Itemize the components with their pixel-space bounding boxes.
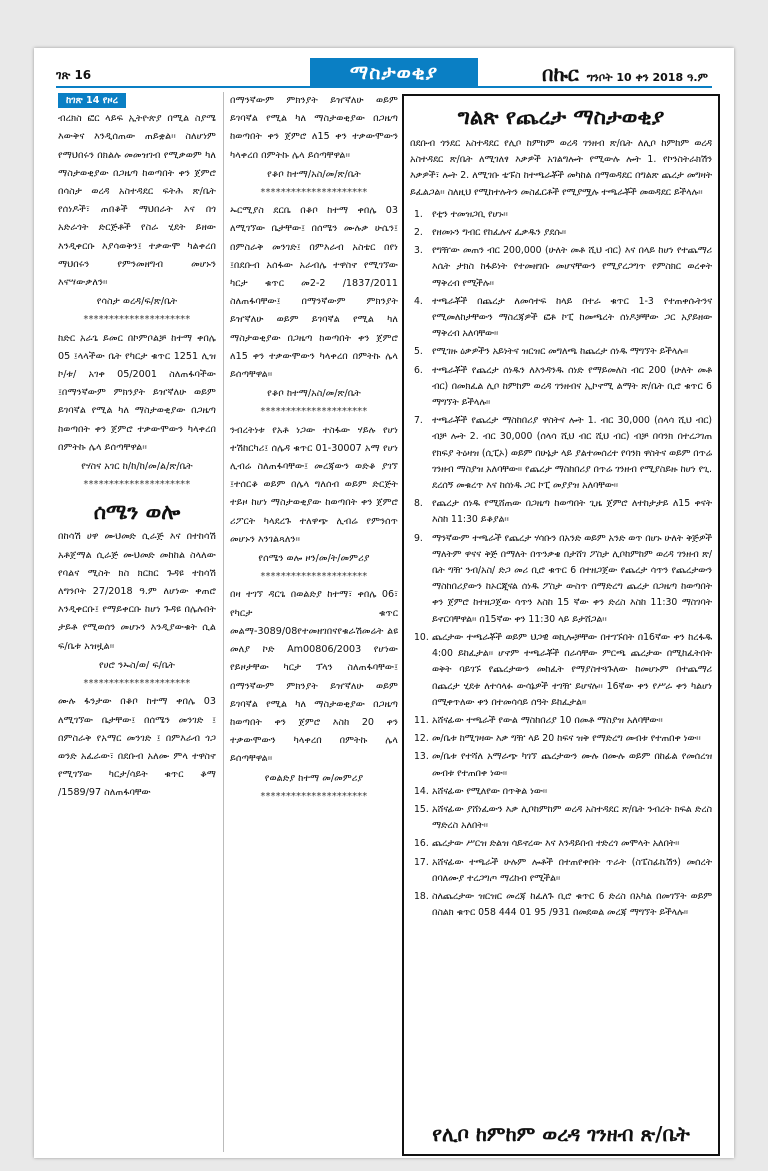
condition-number: 4.	[414, 295, 423, 307]
continued-badge: ከገጽ 14 የዞረ	[58, 93, 126, 108]
condition-number: 2.	[414, 227, 423, 239]
condition-number: 3.	[414, 245, 423, 257]
tender-condition-item	[410, 496, 712, 528]
condition-text: ስለጨረታው ዝርዝር መረጃ ከፈለጉ ቢሮ ቁጥር 6 ድረስ በአካል በመገኘት ወይም በስልክ ቁጥር 058 444 01 95 /931 በመደወል መረጃ ማግኘት ይችላሉ፡፡	[432, 890, 712, 919]
tender-advertisement	[402, 94, 720, 1156]
newspaper-page	[34, 48, 734, 1158]
condition-text: ጨረታው ሥርዝ ድልዝ ሳይኖረው እና እንዳይበብ ተድረጎ መሞላት አለበት፡፡	[432, 838, 680, 850]
condition-number: 17.	[414, 856, 429, 868]
condition-number: 8.	[414, 498, 423, 510]
notice-signature: የሃስና አገር ከ/ከ/ከ/መ/ል/ጽ/ቤት	[81, 461, 193, 473]
condition-number: 18.	[414, 890, 429, 902]
condition-number: 1.	[414, 208, 423, 220]
notice-text: ብረክስ ፎር ላይፍ ኢትዮጵያ በሚል ስያሜ እውቅና እንዲሰጠው ጠይቋል፡፡ ስለሆነም የማህበሩን በክልሉ መመዝገብ የሚቃወም ካለ ማስታወቂያው በጋዜጣ ከወጣበት ቀን ጀምሮ በሳስታ ወረዳ አስተዳደር ፍትሕ ጽ/ቤት የሰነዶች፣ ጠበቆች ማህበራት እና በጎ አድራጎት ድርጅቶች የስራ ሂደት ይዘው እንዲቀርቡ እያሳወቅን፤ ተቃውሞ ካልቀረበ ማህበሩን የምንመዘግብ መሆኑን እናሣውቃለን፡፡	[58, 113, 216, 289]
notice-separator: *********************	[83, 479, 191, 491]
tender-conditions-list	[410, 207, 712, 922]
issue-date: ግንቦት 10 ቀን 2018 ዓ.ም	[586, 71, 708, 84]
condition-text: መ/ቤቱ የተሻለ አማራጭ ካገኘ ጨረታውን ሙሉ በሙሉ ወይም በከፊል የመሰረዝ መብቱ የተጠበቀ ነው፡፡	[432, 751, 712, 779]
condition-text: ተጫራቾች የጨረታ ሰነዱን ለእንዳንዱ ሰነድ የማይመለስ ብር 200 (ሁለት መቶ ብር) በመክፈል ሊቦ ከምከም ወረዳ ገንዘብና ኢኮኖሚ ልማት ጽ/ቤት ቢሮ ቁጥር 6 ማግኘት ይችላሉ፡፡	[432, 364, 712, 409]
condition-number: 13.	[414, 751, 429, 763]
condition-number: 15.	[414, 803, 429, 815]
notice-signature: የሀሮ ንኡስ/ወ/ ፍ/ቤት	[98, 659, 176, 671]
notice-separator: *********************	[260, 406, 368, 418]
tender-condition-item	[410, 713, 712, 729]
condition-number: 14.	[414, 785, 429, 797]
condition-text: የጨረታ ሰነዱ የሚሸጠው በጋዜጣ ከወጣበት ጊዜ ጀምሮ ለተከታታይ ለ15 ቀናት እስከ 11:30 ይቆያል፡፡	[432, 498, 712, 526]
notice-separator: *********************	[260, 571, 368, 583]
notice-text: ከድር አራጌ ይመር በኮምቦልቻ ከተማ ቀበሌ 05 ፤ላላችው ቤት የካርታ ቁጥር 1251 ሊዝ ኮ/ቱ/ አገቀ 05/2001 ስለጠፋባችው ፤በማንኛውም ምክንያት ይዠኛለሁ ወይም ይገባኛል የሚል ካለ ማስታወቂያው በጋዜጣ ከወጣበት ቀን ጀምሮ ተቃውሞውን ካላቀረበ በምትኩ ሌላ ይሰጣቸዋል፡፡	[58, 332, 216, 453]
tender-condition-item	[410, 531, 712, 628]
condition-text: አሸናፊው ያሸነፈውን እቃ ሊቦከምከም ወረዳ አስተዳደር ጽ/ቤት ንብረት ክፍል ድረስ ማድረስ አለበት፡፡	[432, 803, 712, 832]
notice-separator: *********************	[260, 187, 368, 199]
condition-number: 12.	[414, 733, 429, 745]
condition-text: አሸናፊው የሚለየው በጥቅል ነው፡፡	[432, 785, 548, 797]
condition-text: ተጫራቾች የጨረታ ማስከበሪያ ዋስትና ሎት 1. ብር 30,000 (ሰላሳ ሺህ ብር) ብቻ ሎት 2. ብር 30,000 (ሰላሳ ሺህ ብር ሺህ ብር) ብቻ በባንክ በተረጋገጠ የክፍያ ትዕዛዝ (ሲፒኦ) ወይም በሁኔታ ላይ ያልተመሰረተ የባንክ ዋስትና ወይም በጥሬ ገንዘብ ማስያዝ አለባቸው፡፡ የጨረታ ማስከበሪያ በጥሬ ገንዘብ የሚያስይዙ ከሆነ የጊ. ደረሰኝ መቁረጥ እና ከሰነዱ ጋር ኮፒ መያያዝ አለባቸው፡፡	[432, 415, 713, 492]
notice-text: ኡርሚያስ ደርቤ በቆቦ ከተማ ቀበሌ 03 ለሚገኘው ቤታቸው፤ በሰሜን ሙሉቃ ሁሴን፤ በምስራቅ መንገድ፤ በምእራብ አስቴር በየነ ፤በደቡብ አሰፋው አራብሌ ተዋስኖ የሚገኘው ካርታ ቁጥር መ2-2 /1837/2011 ስለጠፋባቸው፤ በማንኛውም ምክንያት ይዠኛለሁ ወይም ይገባኛል የሚል ካለ ማስታወቂያው በጋዜጣ ከወጣበት ቀን ጀምሮ ለ15 ቀን ተቃውሞውን ካላቀረበ በምትኩ ሌላ ይሰጣቸዋል፡፡	[230, 205, 398, 381]
header-rule	[56, 86, 712, 88]
page-header	[34, 48, 734, 90]
condition-number: 16.	[414, 838, 429, 850]
notice-text: በዛ ተገኘ ዳርጌ በወልድያ ከተማ፣ ቀበሌ 06፣ የካርታ ቁጥር መልማ-3089/08የተመዘገበናየቁራሽመሬት ልዩ መለያ ኮድ Am00806/2003 የሆነው የይዞታቸው ካርታ ፕላን ስለጠፋባቸው፤ በማንኛውም ምክንያት ይዠኛለሁ ወይም ይገባኛል የሚል ካለ ማስታወቂያው በጋዜጣ ከወጣበት ቀን ጀምሮ እስከ 20 ቀን ተቃውሞውን ካላቀረበ በምትኩ ሌላ ይሰጣቸዋል፡፡	[230, 589, 398, 765]
tender-condition-item	[410, 225, 712, 241]
notice-text: ንብረትነቱ የአቶ ነጋው ተስፋው ሃይሉ የሆነ ተሽከርካሪ፤ ሰሌዳ ቁጥር 01-30007 አማ የሆነ ሊብሬ ስለጠፋባቸው፤ መረጃውን ወድቆ ያገኘ ፤ተሰርቆ ወይም በሌላ ግለሰብ ወይም ድርጅት ተይዞ ከሆነ ማስታወቂያው ከወጣበት ቀን ጀምሮ ሪፖርት ካላደረጉ ተለዋጭ ሊብሬ የምንሰጥ መሆኑን እንገልጻለን፡፡	[230, 424, 398, 545]
tender-condition-item	[410, 784, 712, 800]
region-heading: ሰሜን ወሎ	[93, 500, 181, 525]
column-divider	[223, 92, 224, 1152]
condition-number: 6.	[414, 364, 423, 376]
notice-separator: *********************	[260, 790, 368, 802]
notice-signature: የወልድያ ከተማ መ/መምሪያ	[264, 772, 364, 784]
tender-title: ግልጽ የጨረታ ማስታወቂያ	[457, 105, 665, 129]
condition-number: 5.	[414, 346, 423, 358]
condition-text: ተጫራቾች በጨረታ ለመሳተፍ ከላይ በተራ ቁጥር 1-3 የተጠቀሱትንና የሚመለከታቸውን ማስረጃዎች ፎቶ ኮፒ ከመጫረት ሰነዶቻቸው ጋር አያይዘው ማቅረብ አለባቸው፡፡	[432, 295, 712, 340]
section-masthead: ማስታወቂያ	[310, 58, 478, 88]
condition-text: መ/ቤቱ ከሚገዛው እቃ ግዥ ላይ 20 ከፍና ዝቅ የማድረግ መብቱ የተጠበቀ ነው፡፡	[432, 733, 701, 745]
tender-condition-item	[410, 294, 712, 343]
tender-condition-item	[410, 344, 712, 360]
condition-text: ጨረታው ተጫራቾች ወይም ህጋዊ ወኪሎቻቸው በተገኙበት በ16ኛው ቀን ከረፋዱ 4:00 ይከፈታል፡፡ ሆኖም ተጫራቾች በራሳቸው ምርጫ ጨረታው በሚከፈትበት ወቅት ባይገኙ የጨረታውን መከፈት የማያስተጓጉለው ከመሆኑም በተጨማሪ በጨረታ ሂደቱ ለተሳላፉ ውሳኔዎች ተገዥ ይሆናሉ፡፡ 16ኛው ቀን የሥራ ቀን ካልሆነ በሚቀጥለው ቀን በተመሳሳይ ሰዓት ይከፈታል፡፡	[432, 631, 712, 708]
condition-number: 9.	[414, 532, 423, 544]
condition-text: አሸናፊው ተጫራች የውል ማስከበሪያ 10 በመቶ ማስያዝ አለባቸው፡፡	[432, 714, 663, 726]
tender-condition-item	[410, 243, 712, 292]
tender-condition-item	[410, 363, 712, 412]
tender-condition-item	[410, 731, 712, 747]
tender-condition-item	[410, 630, 712, 711]
condition-number: 10.	[414, 631, 429, 643]
tender-condition-item	[410, 855, 712, 887]
condition-text: የቲን ተመዝጋቢ የሆኑ፡፡	[432, 208, 508, 220]
tender-issuer: የሊቦ ከምከም ወረዳ ገንዘብ ጽ/ቤት	[432, 1122, 690, 1146]
tender-condition-item	[410, 749, 712, 781]
condition-number: 7.	[414, 415, 423, 427]
notices-column-left	[58, 92, 216, 803]
condition-text: የዘመኑን ግብር የከፈሉና ፈቃዱን ያደሱ፡፡	[432, 227, 567, 239]
tender-condition-item	[410, 802, 712, 834]
tender-condition-item	[410, 836, 712, 852]
dateline	[542, 62, 708, 86]
notice-separator: *********************	[83, 314, 191, 326]
condition-text: አሸናፊው ተጫራች ሁሉም ሎቶች በተጠየቀበት ጥራት (ስፔስፊኬሽን) መሰረት በባለሙያ ተረጋግጦ ማረከብ የሚችል፡፡	[432, 856, 712, 884]
notice-signature: የቆቦ ከተማ/አስ/መ/ጽ/ቤት	[267, 168, 361, 180]
notice-text: በከሳሽ ሀዋ ሙህመድ ሲራጅ እና በተከሳሽ አቶጀማል ሲራጅ ሙህመድ መከከል ስላለው የባልና ሚስት ክስ ክርክር ጉዳዩ ተከሳሽ ለግንቦት 27/2018 ዓ.ም ለሆነው ቀጠሮ እንዲቀርቡ፤ የማይቀርቡ ከሆነ ጉዳዩ በሌሉበት ታይቶ የሚወሰን መሆኑን እንዲያውቁት ሲል ፍ/ቤቱ አዝዟል፡፡	[58, 531, 216, 652]
condition-text: የግዥው መጠን ብር 200,000 (ሁለት መቶ ሺህ ብር) እና በላይ ከሆነ የተጨማሪ እሴት ታክስ ከፋይነት የተመዘገቡ መሆናቸውን የሚያረጋግጥ የምስክር ወረቀት ማቅረብ የሚችሉ፡፡	[432, 245, 712, 289]
notice-signature: የሳስታ ወረዳ/ፍ/ጽ/ቤት	[96, 296, 178, 308]
notice-text: ሙሉ ፋንታው በቆቦ ከተማ ቀበሌ 03 ለሚገኘው ቤታቸው፤ በሰሜን መንገድ ፤ በምስራቅ የአማር መንገድ ፤ በምእራብ ጎጋ ወንድ አፈራው፣ በደቡብ አለሙ ምላ ተዋስኖ የሚገኘው ካርታ/ሳይት ቁጥር ቆማ /1589/97 ስለጠፋባቸው	[58, 696, 216, 799]
newspaper-name: በኩር	[542, 62, 579, 86]
tender-condition-item	[410, 889, 712, 921]
page-number: ገጽ 16	[56, 68, 92, 82]
tender-condition-item	[410, 207, 712, 223]
notice-separator: *********************	[83, 678, 191, 690]
tender-intro: በደቡብ ጎንደር አስተዳደር የሊቦ ከምከም ወረዳ ገንዘብ ጽ/ቤት ለሊቦ ከምከም ወረዳ አስተዳደር ጽ/ቤት ለሚገለፃ እቃዎች አገልግሎት የሚውሉ ሎት 1. የኮንስትራክሽን እቃዎች፣ ሎት 2. ለሚገቡ ቴፑስ ከተጫራቾች መካከል በማወዳደር በግልጽ ጨረታ መግዛት ይፈልጋል፡፡ ስለዚህ የሚከተሉትን መስፈርቶች የሚያሟሉ ተጫራቾች መወዳደር ይችላሉ፡፡	[410, 138, 712, 198]
notices-column-middle	[230, 92, 398, 806]
notice-signature: የቆቦ ከተማ/አስ/መ/ጽ/ቤት	[267, 388, 361, 400]
condition-text: ማንኛውም ተጫራች የጨረታ ሃሳቡን በአንድ ወይም አንድ ወጥ በሆኑ ሁለት ቅጅዎች ማለትም ዋናና ቅጅ በማለት በጥንቃቄ በታሸገ ፖስታ ሊቦከምከም ወረዳ ገንዘብ ጽ/ቤት ግዥ ንብ/አስ/ ድጋ መሪ ቢሮ ቁጥር 6 በተዘጋጀው የጨረታ ሳጥን የጨረታውን ማስከበሪያውን ከኦርጂናል ሰነዱ ፖስታ ውስጥ በማድረግ ጨረታ በጋዜጣ ከወጣበት ቀን ጀምሮ ከተዘጋጀው ሳጥን እስከ 15 ኛው ቀን ድረስ እስከ 11:30 ማስገባት ይኖርባቸዋል፡፡ በ15ኛው ቀን 11:30 ላይ ይታሸጋል፡፡	[432, 532, 712, 625]
condition-number: 11.	[414, 714, 429, 726]
condition-text: የሚገዙ ዕቃዎችን አይነትና ዝርዝር መግለጫ ከጨረታ ሰነዱ ማግኘት ይችላሉ፡፡	[432, 346, 689, 358]
notice-signature: የሰሜን ወሎ ዞን/መ/ት/መምሪያ	[258, 553, 370, 565]
notice-text: በማንኛውም ምክንያት ይዠኛለሁ ወይም ይገባኛል የሚል ካለ ማስታወቂያው በጋዜጣ ከወጣበት ቀን ጀምሮ ለ15 ቀን ተቃውሞውን ካላቀረበ በምትኩ ሌላ ይሰጣቸዋል፡፡	[230, 95, 398, 161]
tender-condition-item	[410, 413, 712, 494]
